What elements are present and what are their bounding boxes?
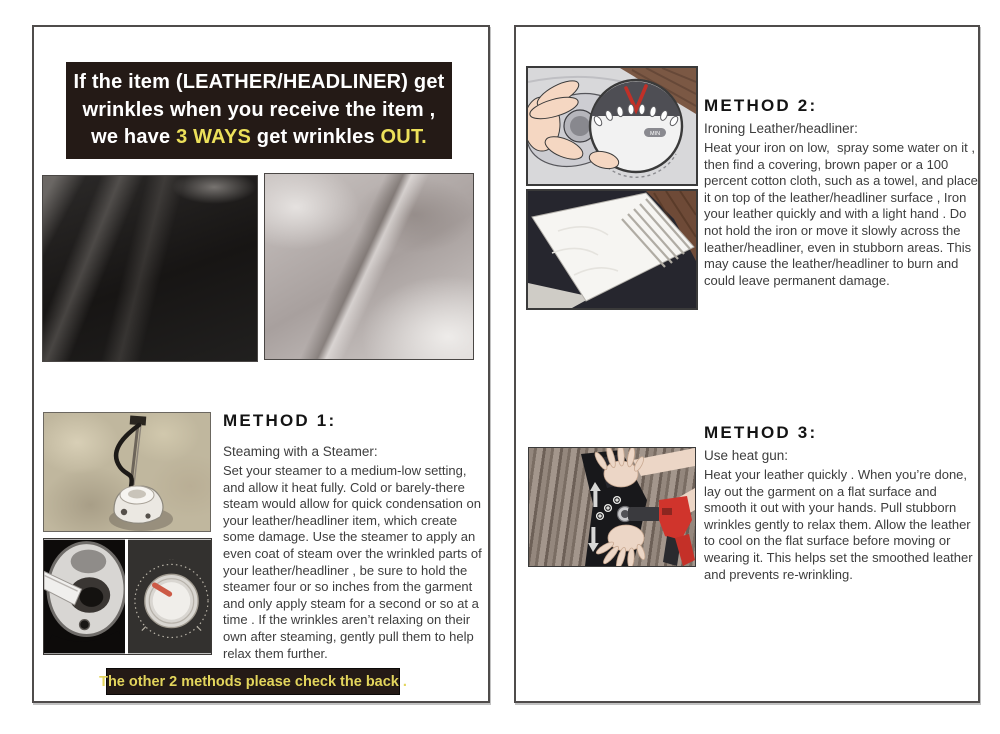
right-page-panel (514, 25, 980, 703)
method-2-subheading: Ironing Leather/headliner: (704, 121, 858, 136)
wrinkled-fabric-photo (264, 173, 474, 360)
left-page-panel (32, 25, 490, 703)
method-1-body: Set your steamer to a medium-low setting, and allow it heat fully. Cold or barely-there steam would allow for quick condensation on your leather/headliner item, which create some damage. Use the steamer to apply an even coat of steam over the wrinkled parts of your leather/headliner , be sure to hold the steamer four or so inches from the garment and only apply steam for a second or so at a time . If the wrinkles aren’t relaxing on their own after steaming, gently pull them to help relax them further. (223, 463, 486, 661)
steamer-detail-photos (43, 538, 212, 655)
method-2-body: Heat your iron on low, spray some water on it , then find a covering, brown paper or a 100 percent cotton cloth, such as a towel, and place it on top of the leather/headliner surface , Iron your leather quickly and with a light hand . Do not hold the iron or move it slowly across the leather/headliner, even in stubborn areas. This may cause the leather/headliner to burn and could leave permanent damage. (704, 140, 982, 288)
steamer-dial-photo (128, 539, 211, 654)
steamer-drawing (44, 413, 210, 531)
method-1-section (223, 411, 485, 662)
iron-dial-illustration (526, 66, 698, 186)
banner-highlight-3-ways: 3 WAYS (176, 126, 252, 149)
method-3-heading: METHOD 3: (704, 423, 818, 442)
heat-gun-photo (528, 447, 696, 567)
steamer-photo (43, 412, 211, 532)
wrinkled-leather-photo (42, 175, 258, 362)
method-3-section (704, 423, 980, 583)
banner-line-3: we have 3 WAYS get wrinkles OUT. (91, 126, 427, 149)
banner-line-2: wrinkles when you receive the item , (82, 98, 436, 121)
footer-note-text: The other 2 methods please check the back . (99, 673, 407, 690)
footer-note-banner (99, 668, 407, 695)
headline-banner (66, 62, 452, 159)
steamer-nozzle-photo (44, 539, 125, 654)
method-3-subheading: Use heat gun: (704, 448, 789, 463)
method-2-section (704, 96, 980, 289)
method-1-heading: METHOD 1: (223, 411, 337, 430)
banner-highlight-out: OUT. (380, 126, 427, 149)
method-1-subheading: Steaming with a Steamer: (223, 444, 378, 459)
dial-tiny-label: · · (169, 557, 174, 563)
towel-illustration (526, 189, 698, 310)
method-2-heading: METHOD 2: (704, 96, 818, 115)
iron-dial-min-label: MIN (649, 131, 661, 137)
banner-line-1: If the item (LEATHER/HEADLINER) get (73, 71, 445, 94)
method-3-body: Heat your leather quickly . When you’re done, lay out the garment on a flat surface and smooth it out with your hands. Pull stubborn wrinkles gently to relax them. Allow the leather to cool on the flat surface before moving or wearing it. This helps set the smoothed leather and prevents re-wrinkling. (704, 467, 977, 582)
